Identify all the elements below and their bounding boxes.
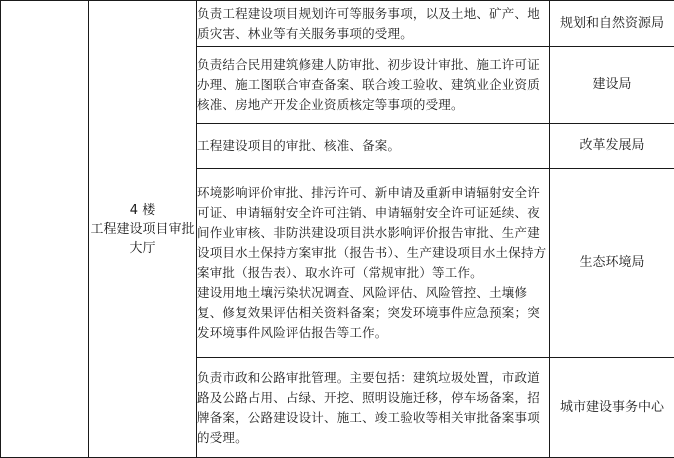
duties-cell: [197, 358, 550, 458]
duties-text: 负责市政和公路审批管理。主要包括：建筑垃圾处置，市政道路及公路占用、占绿、开挖、照明设施迁移，停车场备案，招牌备案，公路建设设计、施工、竣工验收等相关审批备案事项的受理。: [197, 368, 549, 448]
duties-cell: [197, 47, 550, 124]
table-row: [1, 1, 674, 47]
duties-text: 工程建设项目的审批、核准、备案。: [197, 136, 549, 156]
hall-name: 工程建设项目审批大厅: [89, 220, 196, 258]
duties-text: 负责结合民用建筑修建人防审批、初步设计审批、施工许可证办理、施工图联合审查备案、联合竣工验收、建筑业企业资质核准、房地产开发企业资质核定等事项的受理。: [197, 55, 549, 115]
floor-cell: [89, 1, 197, 458]
department-cell: 改革发展局: [550, 124, 674, 169]
duties-cell: [197, 124, 550, 169]
department-cell: 规划和自然资源局: [550, 1, 674, 47]
department-cell: 建设局: [550, 47, 674, 124]
duties-text: 负责工程建设项目规划许可等服务事项，以及土地、矿产、地质灾害、林业等有关服务事项的受理。: [197, 4, 549, 44]
duties-cell: [197, 1, 550, 47]
duties-text: 建设用地土壤污染状况调查、风险评估、风险管控、土壤修复、修复效果评估相关资料备案；突发环境事件应急预案；突发环境事件风险评估报告等工作。: [197, 283, 549, 343]
blank-index-cell: [1, 1, 89, 458]
duties-text: 环境影响评价审批、排污许可、新申请及重新申请辐射安全许可证、申请辐射安全许可注销、申请辐射安全许可证延续、夜间作业审核、非防洪建设项目洪水影响评价报告审批、生产建设项目水土保持方案审批（报告书）、生产建设项目水土保持方案审批（报告表）、取水许可（常规审批）等工作。: [197, 183, 549, 283]
duties-cell: [197, 169, 550, 358]
department-cell: 城市建设事务中心: [550, 358, 674, 458]
department-cell: 生态环境局: [550, 169, 674, 358]
floor-number: 4 楼: [89, 201, 196, 220]
